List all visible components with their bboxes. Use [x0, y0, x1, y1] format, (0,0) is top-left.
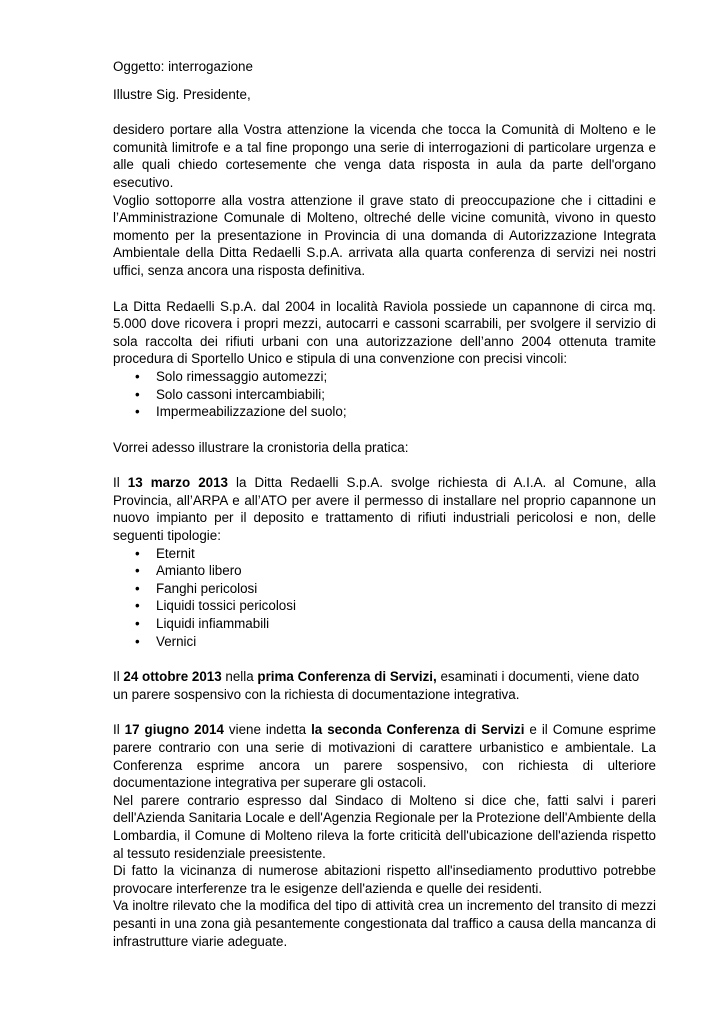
june-middle: viene indetta [223, 722, 312, 738]
intro-paragraph: desidero portare alla Vostra attenzione la vicenda che tocca la Comunità di Molteno e le comunità limitrofe e a tal fine propongo una serie di interrogazioni di particolare urgenza e alle quali chiedo cortesemente che venga data risposta in aula da parte dell'organo esecutivo. [113, 122, 656, 190]
june-prefix: Il [113, 722, 125, 738]
salutation: Illustre Sig. Presidente, [113, 86, 251, 102]
proximity-paragraph: Di fatto la vicinanza di numerose abitazioni rispetto all'insediamento produttivo potrebbe provocare interferenze tra le esigenze dell'azienda e quelle dei residenti. [113, 863, 656, 896]
october-line1-rest: esaminati i documenti, viene dato [436, 669, 640, 685]
list-item: • Liquidi infiammabili [113, 615, 656, 633]
october-middle: nella [221, 669, 258, 685]
march-text: la Ditta Redaelli S.p.A. svolge richiesta di A.I.A. al Comune, alla Provincia, all’ARPA e all’ATO per avere il permesso di installare nel proprio capannone un nuovo impianto per il deposito e trattamento di rifiuti industriali pericolosi e non, delle seguenti tipologie: [113, 475, 656, 544]
october-date: 24 ottobre 2013 [123, 669, 222, 685]
october-conference: prima Conferenza di Servizi, [257, 669, 437, 685]
march-2013-paragraph [113, 474, 656, 544]
traffic-paragraph: Va inoltre rilevato che la modifica del tipo di attività crea un incremento del transito di mezzi pesanti in una zona già pesantemente congestionata dal traffico a causa della mancanza di infrastrutture viarie adeguate. [113, 898, 656, 949]
march-prefix: Il [113, 475, 128, 491]
concern-paragraph: Voglio sottoporre alla vostra attenzione il grave stato di preoccupazione che i cittadini e l’Amministrazione Comunale di Molteno, oltreché delle vicine comunità, vivono in questo momento per la presentazione in Provincia di una domanda di Autorizzazione Integrata Ambientale della Ditta Redaelli S.p.A. arrivata alla quarta conferenza di servizi nei nostri uffici, senza ancora una risposta definitiva. [113, 192, 656, 278]
constraints-list [113, 368, 656, 421]
march-date: 13 marzo 2013 [127, 475, 228, 491]
october-2013-paragraph [113, 668, 656, 703]
june-date: 17 giugno 2014 [124, 722, 224, 738]
june-conference: la seconda Conferenza di Servizi [311, 722, 525, 738]
list-item: • Vernici [113, 633, 656, 651]
mayor-opinion-paragraph: Nel parere contrario espresso dal Sindaco di Molteno si dice che, fatti salvi i pareri dell'Azienda Sanitaria Locale e dell'Agenzia Regionale per la Protezione dell'Ambiente della Lombardia, il Comune di Molteno rileva la forte criticità dell'ubicazione dell'azienda rispetto al tessuto residenziale preesistente. [113, 792, 656, 861]
list-item: • Liquidi tossici pericolosi [113, 597, 656, 615]
list-item: • Solo cassoni intercambiabili; [113, 386, 656, 404]
list-item: • Solo rimessaggio automezzi; [113, 368, 656, 386]
october-line2: un parere sospensivo con la richiesta di documentazione integrativa. [113, 686, 520, 702]
waste-types-list [113, 545, 656, 651]
october-prefix: Il [113, 669, 124, 685]
chronology-intro: Vorrei adesso illustrare la cronistoria della pratica: [113, 439, 409, 455]
june-2014-paragraph [113, 721, 656, 791]
document-page [113, 58, 656, 950]
list-item: • Impermeabilizzazione del suolo; [113, 403, 656, 421]
list-item: • Amianto libero [113, 562, 656, 580]
background-paragraph: La Ditta Redaelli S.p.A. dal 2004 in località Raviola possiede un capannone di circa mq. 5.000 dove ricovera i propri mezzi, autocarri e cassoni scarrabili, per svolgere il servizio di sola raccolta dei rifiuti urbani con una autorizzazione dell’anno 2004 ottenuta tramite procedura di Sportello Unico e stipula di una convenzione con precisi vincoli: [113, 298, 656, 367]
subject-line: Oggetto: interrogazione [113, 59, 253, 74]
list-item: • Fanghi pericolosi [113, 580, 656, 598]
list-item: • Eternit [113, 545, 656, 563]
june-text: e il Comune esprime parere contrario con una serie di motivazioni di carattere urbanistico e ambientale. La Conferenza esprime ancora un parere sospensivo, con richiesta di ulteriore documentazione integrativa per superare gli ostacoli. [113, 722, 656, 791]
